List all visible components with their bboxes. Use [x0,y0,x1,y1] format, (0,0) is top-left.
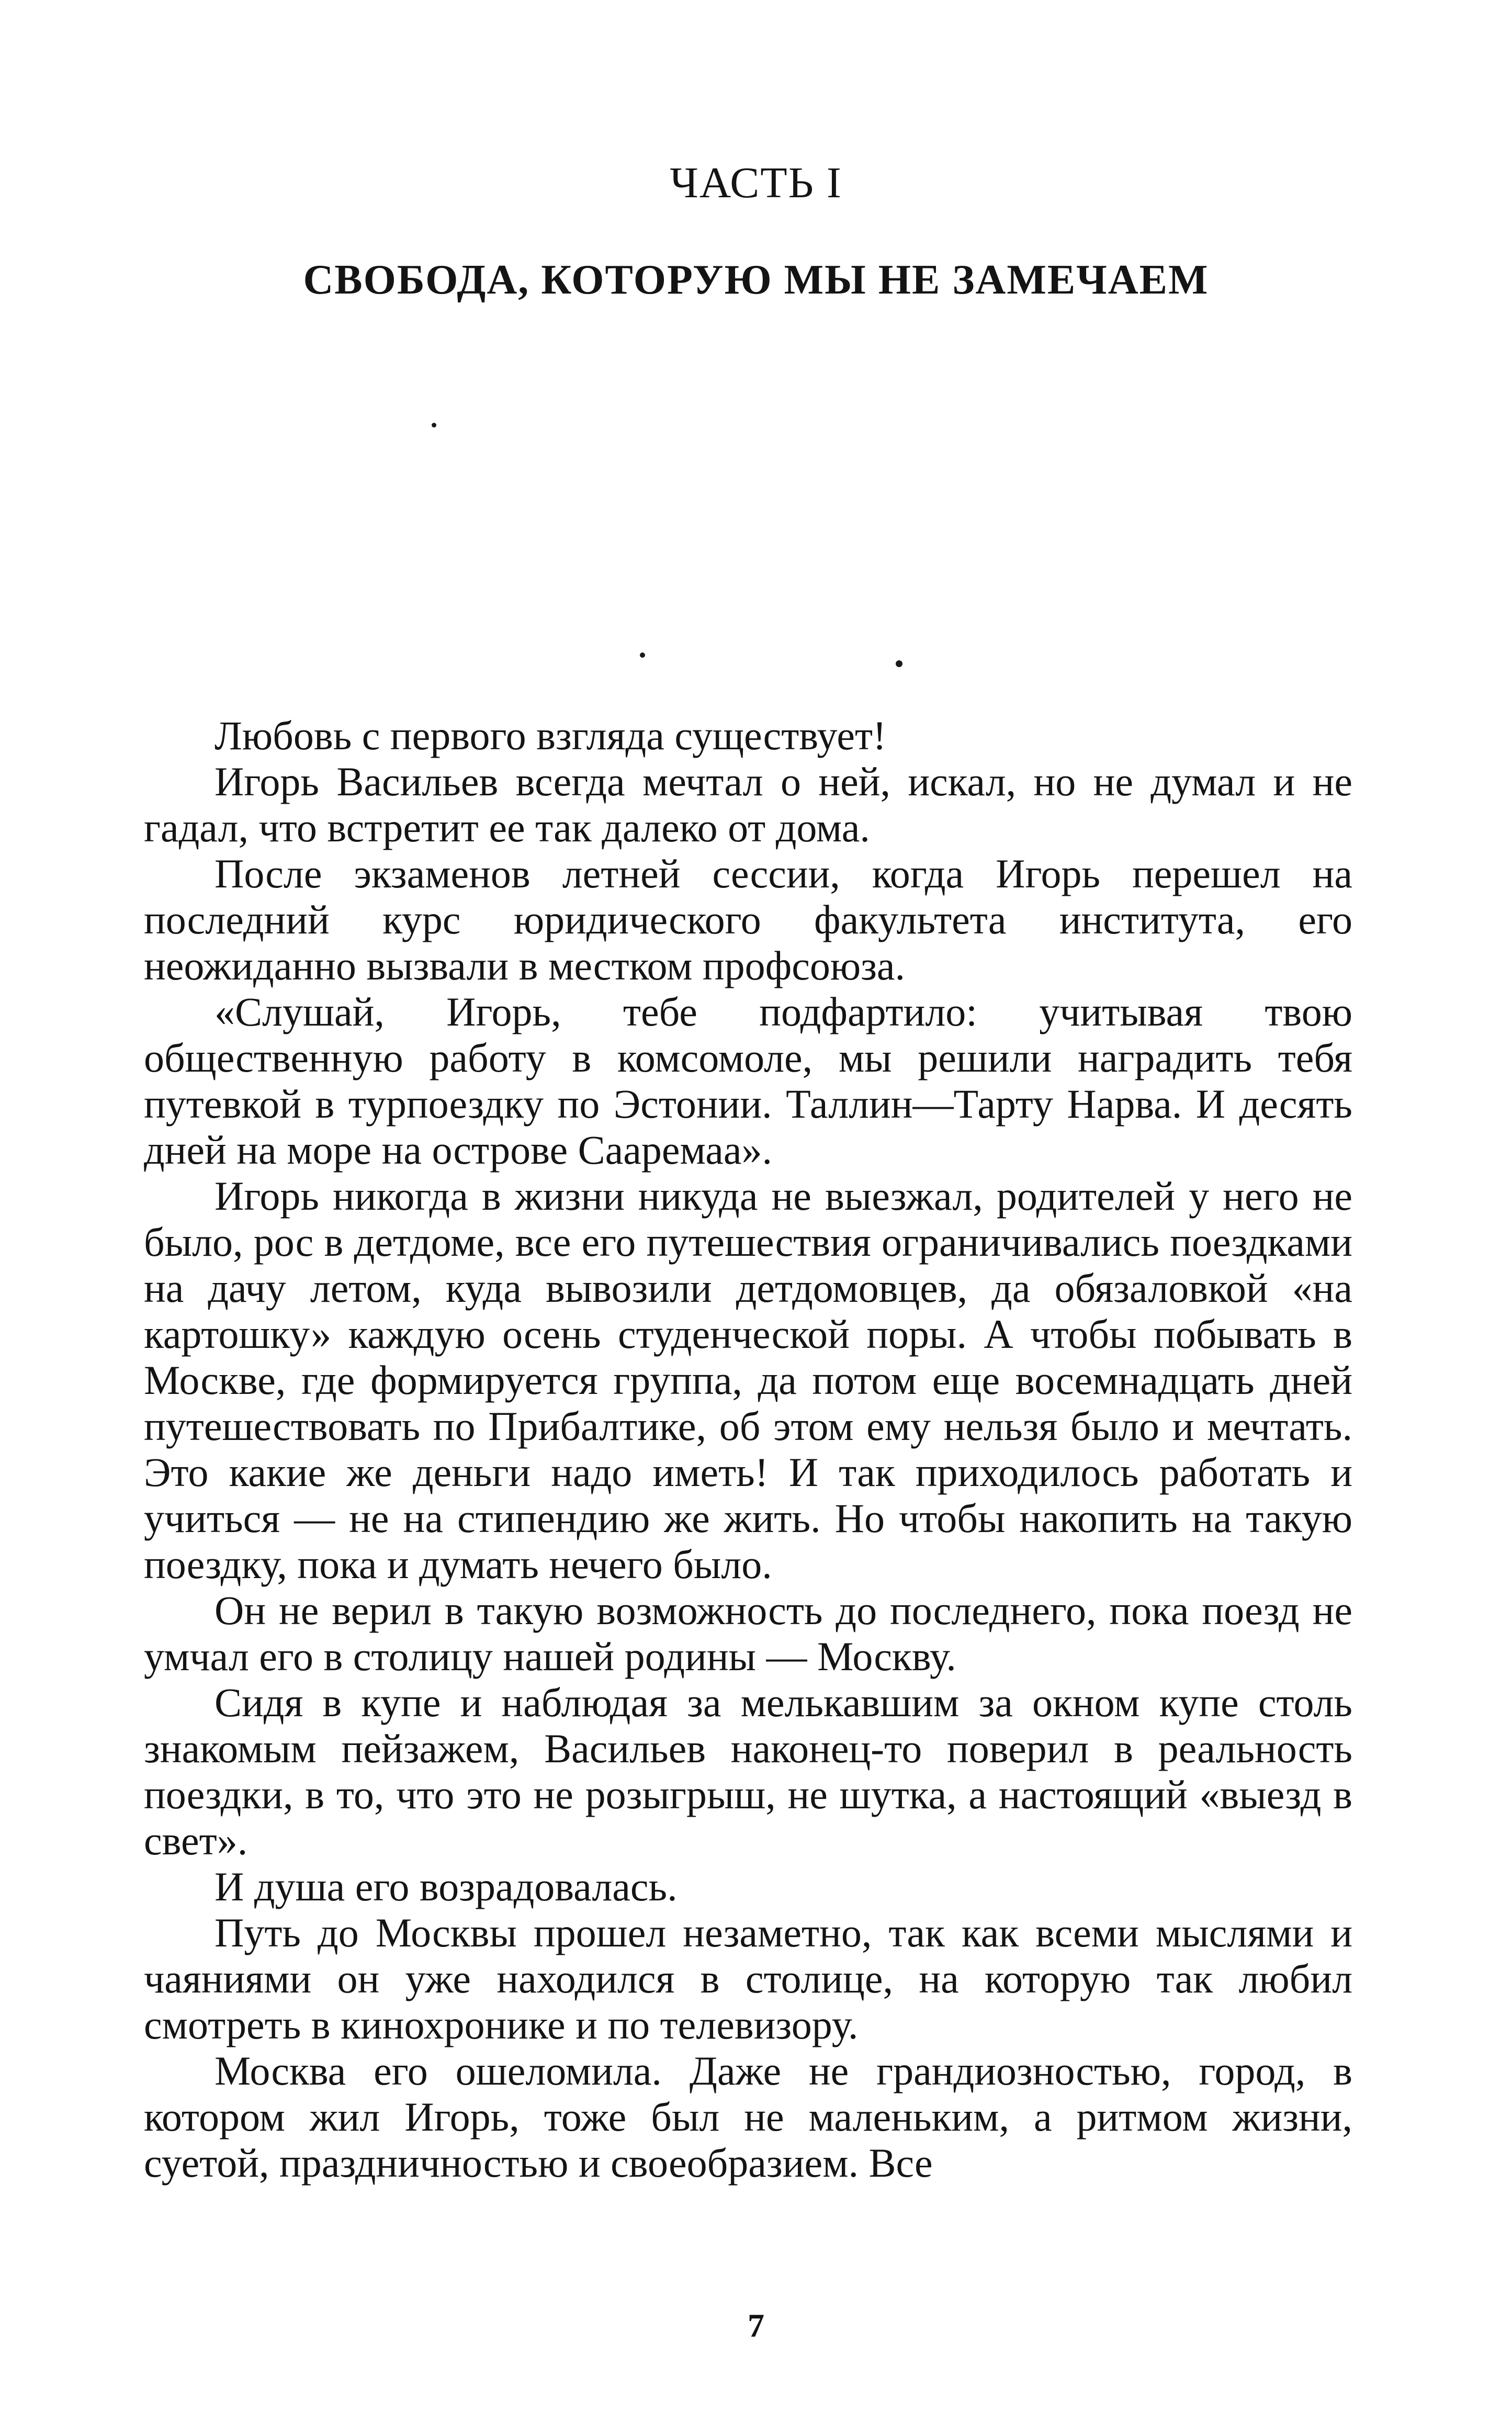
paragraph: Любовь с первого взгляда существует! [215,713,887,758]
print-speck [640,652,645,658]
print-speck [896,660,902,667]
paragraph: Игорь никогда в жизни никуда не выезжал, родителей у него не было, рос в детдоме, все его путешествия ограничивались поездками на дачу летом, куда вывозили детдомовцев, да обязаловкой «на картошку» каждую осень студенческой поры. А чтобы побывать в Москве, где формируется группа, да потом еще восемнадцать дней путешествовать по Прибалтике, об этом ему нельзя было и мечтать. Это какие же деньги надо иметь! И так приходилось работать и учиться — не на стипендию же жить. Но чтобы накопить на такую поездку, пока и думать нечего было. [144,1173,1352,1587]
paragraph: И душа его возрадовалась. [215,1864,678,1909]
paragraph: Сидя в купе и наблюдая за мелькавшим за окном купе столь знакомым пейзажем, Васильев наконец-то поверил в реальность поездки, в то, что это не розыгрыш, не шутка, а настоящий «выезд в свет». [144,1680,1352,1863]
chapter-heading: СВОБОДА, КОТОРУЮ МЫ НЕ ЗАМЕЧАЕМ [303,257,1209,303]
paragraph: Москва его ошеломила. Даже не грандиозностью, город, в котором жил Игорь, тоже был не маленьким, а ритмом жизни, суетой, праздничностью и своеобразием. Все [144,2048,1352,2186]
paragraph: Игорь Васильев всегда мечтал о ней, искал, но не думал и не гадал, что встретит ее так далеко от дома. [144,759,1352,850]
paragraph: «Слушай, Игорь, тебе подфартило: учитывая твою общественную работу в комсомоле, мы решили наградить тебя путевкой в турпоездку по Эстонии. Таллин—Тарту Нарва. И десять дней на море на острове Сааремаа». [144,989,1352,1173]
body-text [144,713,1352,2186]
paragraph: После экзаменов летней сессии, когда Игорь перешел на последний курс юридического факультета института, его неожиданно вызвали в местком профсоюза. [144,851,1352,988]
paragraph: Путь до Москвы прошел незаметно, так как всеми мыслями и чаяниями он уже находился в столице, на которую так любил смотреть в кинохронике и по телевизору. [144,1910,1352,2047]
paragraph: Он не верил в такую возможность до последнего, пока поезд не умчал его в столицу нашей родины — Москву. [144,1588,1352,1679]
part-heading: ЧАСТЬ I [670,159,842,207]
page-number: 7 [748,2307,764,2344]
print-speck [432,423,436,427]
